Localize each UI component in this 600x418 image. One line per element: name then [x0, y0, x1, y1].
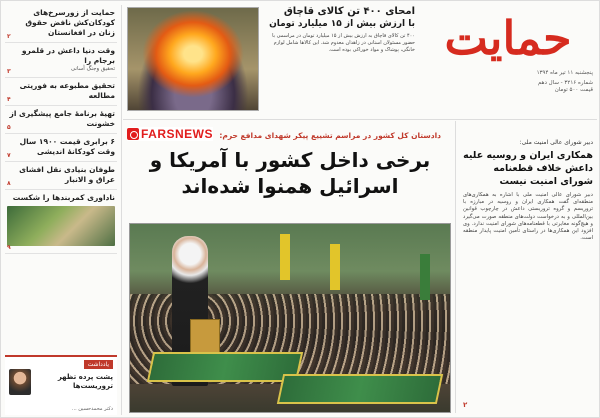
- flag: [330, 244, 340, 290]
- news-item[interactable]: [5, 106, 117, 134]
- page-number: ۳: [7, 68, 11, 75]
- opinion-byline: دکتر محمدحسین ...: [71, 406, 113, 412]
- news-item[interactable]: [5, 43, 117, 78]
- news-item-title: طوفان بنیادی نقل افشای عراق و الانبار: [19, 165, 115, 184]
- column-divider: [121, 5, 122, 415]
- newspaper-logo: حمایت: [444, 11, 572, 65]
- news-item[interactable]: [5, 134, 117, 162]
- farsnews-logo-icon: [127, 128, 139, 140]
- opinion-title: پشت پرده تظهر تروریست‌ها: [57, 373, 113, 390]
- main-headline[interactable]: برخی داخل کشور با آمریکا و اسرائیل همنوا شده‌اند: [149, 148, 431, 198]
- page-number: ۹: [7, 244, 11, 251]
- news-item[interactable]: [5, 162, 117, 190]
- opinion-box[interactable]: [5, 355, 117, 415]
- news-item-title: ناداوری کمربندها را شکست: [12, 193, 115, 202]
- coffin: [147, 352, 303, 382]
- top-story-headline: امحای ۴۰۰ تن کالای قاچاق: [283, 6, 415, 17]
- issue-number: شماره ۳۲۱۶ - سال دهم: [537, 80, 593, 86]
- news-item[interactable]: [5, 5, 117, 43]
- page-number: ۵: [7, 124, 11, 131]
- farsnews-watermark: [127, 127, 213, 141]
- top-story-body: ۴۰۰ تن کالای قاچاق به ارزش بیش از ۱۵ میلیارد تومان در مراسمی با حضور مسئولان استانی در زاهدان معدوم شد. این کالاها شامل لوازم خانگی، پوشاک و مواد خوراکی بوده است.: [272, 33, 415, 53]
- column-divider: [455, 121, 456, 413]
- issue-price: قیمت ۵۰۰ تومان: [554, 87, 593, 93]
- main-photo: [129, 223, 451, 413]
- news-item-title: حمایت از زورسرخ‌های کودکان‌کش نافض حقوق زنان در افغانستان: [25, 8, 115, 37]
- flag: [280, 234, 290, 280]
- page-number: ۲: [7, 33, 11, 40]
- top-story-text: [265, 5, 415, 54]
- page-number: ۲: [463, 401, 468, 409]
- right-story-headline: همکاری ایران و روسیه علیه داعش خلاف قطعنامه شورای امنیت نیست: [463, 150, 593, 187]
- news-photo: [7, 206, 115, 246]
- right-news-column[interactable]: [463, 139, 593, 413]
- news-item[interactable]: [5, 190, 117, 254]
- opinion-caption: یادداشت: [84, 360, 113, 369]
- right-story-kicker: دبیر شورای عالی امنیت ملی:: [519, 139, 593, 146]
- issue-date: پنجشنبه ۱۱ تیر ماه ۱۳۹۴: [536, 70, 593, 76]
- news-item[interactable]: [5, 78, 117, 106]
- left-news-column: [5, 5, 117, 415]
- fire-photo: [127, 7, 259, 111]
- masthead: [423, 9, 593, 99]
- page-number: ۸: [7, 180, 11, 187]
- author-photo: [9, 369, 31, 395]
- main-story-kicker: دادستان کل کشور در مراسم تشییع پیکر شهدای مدافع حرم:: [219, 131, 441, 140]
- page-number: ۷: [7, 152, 11, 159]
- top-story[interactable]: [125, 5, 415, 117]
- top-story-subheadline: با ارزش بیش از ۱۵ میلیارد تومان: [269, 19, 415, 29]
- news-item-title: وقت دنيا داعش در قلمرو برجام را: [21, 46, 115, 65]
- news-item-title: ۶ برابری قیمت ۱۹۰۰ سال وقت کودکانهٔ اندیشی: [19, 137, 115, 156]
- flag: [420, 254, 430, 300]
- news-item-title: تحقیق مطبوعه به فوریتی مطالعه: [19, 81, 115, 100]
- news-item-sub: تحقیق وجنگ آسانی: [70, 66, 115, 72]
- news-item-title: تهیهٔ برنامهٔ جامع پیشگیری از خشونت: [9, 109, 115, 128]
- farsnews-text: FARSNEWS: [141, 127, 214, 141]
- coffin: [277, 374, 443, 404]
- row-divider: [123, 119, 597, 120]
- right-story-body: دبیر شورای عالی امنیت ملی با اشاره به همکاری‌های منطقه‌ای گفت همکاری ایران و روسیه در مبارزه با تروریسم و گروه تروریستی داعش در چارچوب قوانین بین‌المللی و به درخواست دولت‌های منطقه صورت می‌گیرد و هیچ‌گونه مغایرتی با قطعنامه‌های شورای امنیت ندارد. وی افزود این همکاری‌ها در راستای تأمین امنیت پایدار منطقه است.: [463, 192, 593, 242]
- page-number: ۴: [7, 96, 11, 103]
